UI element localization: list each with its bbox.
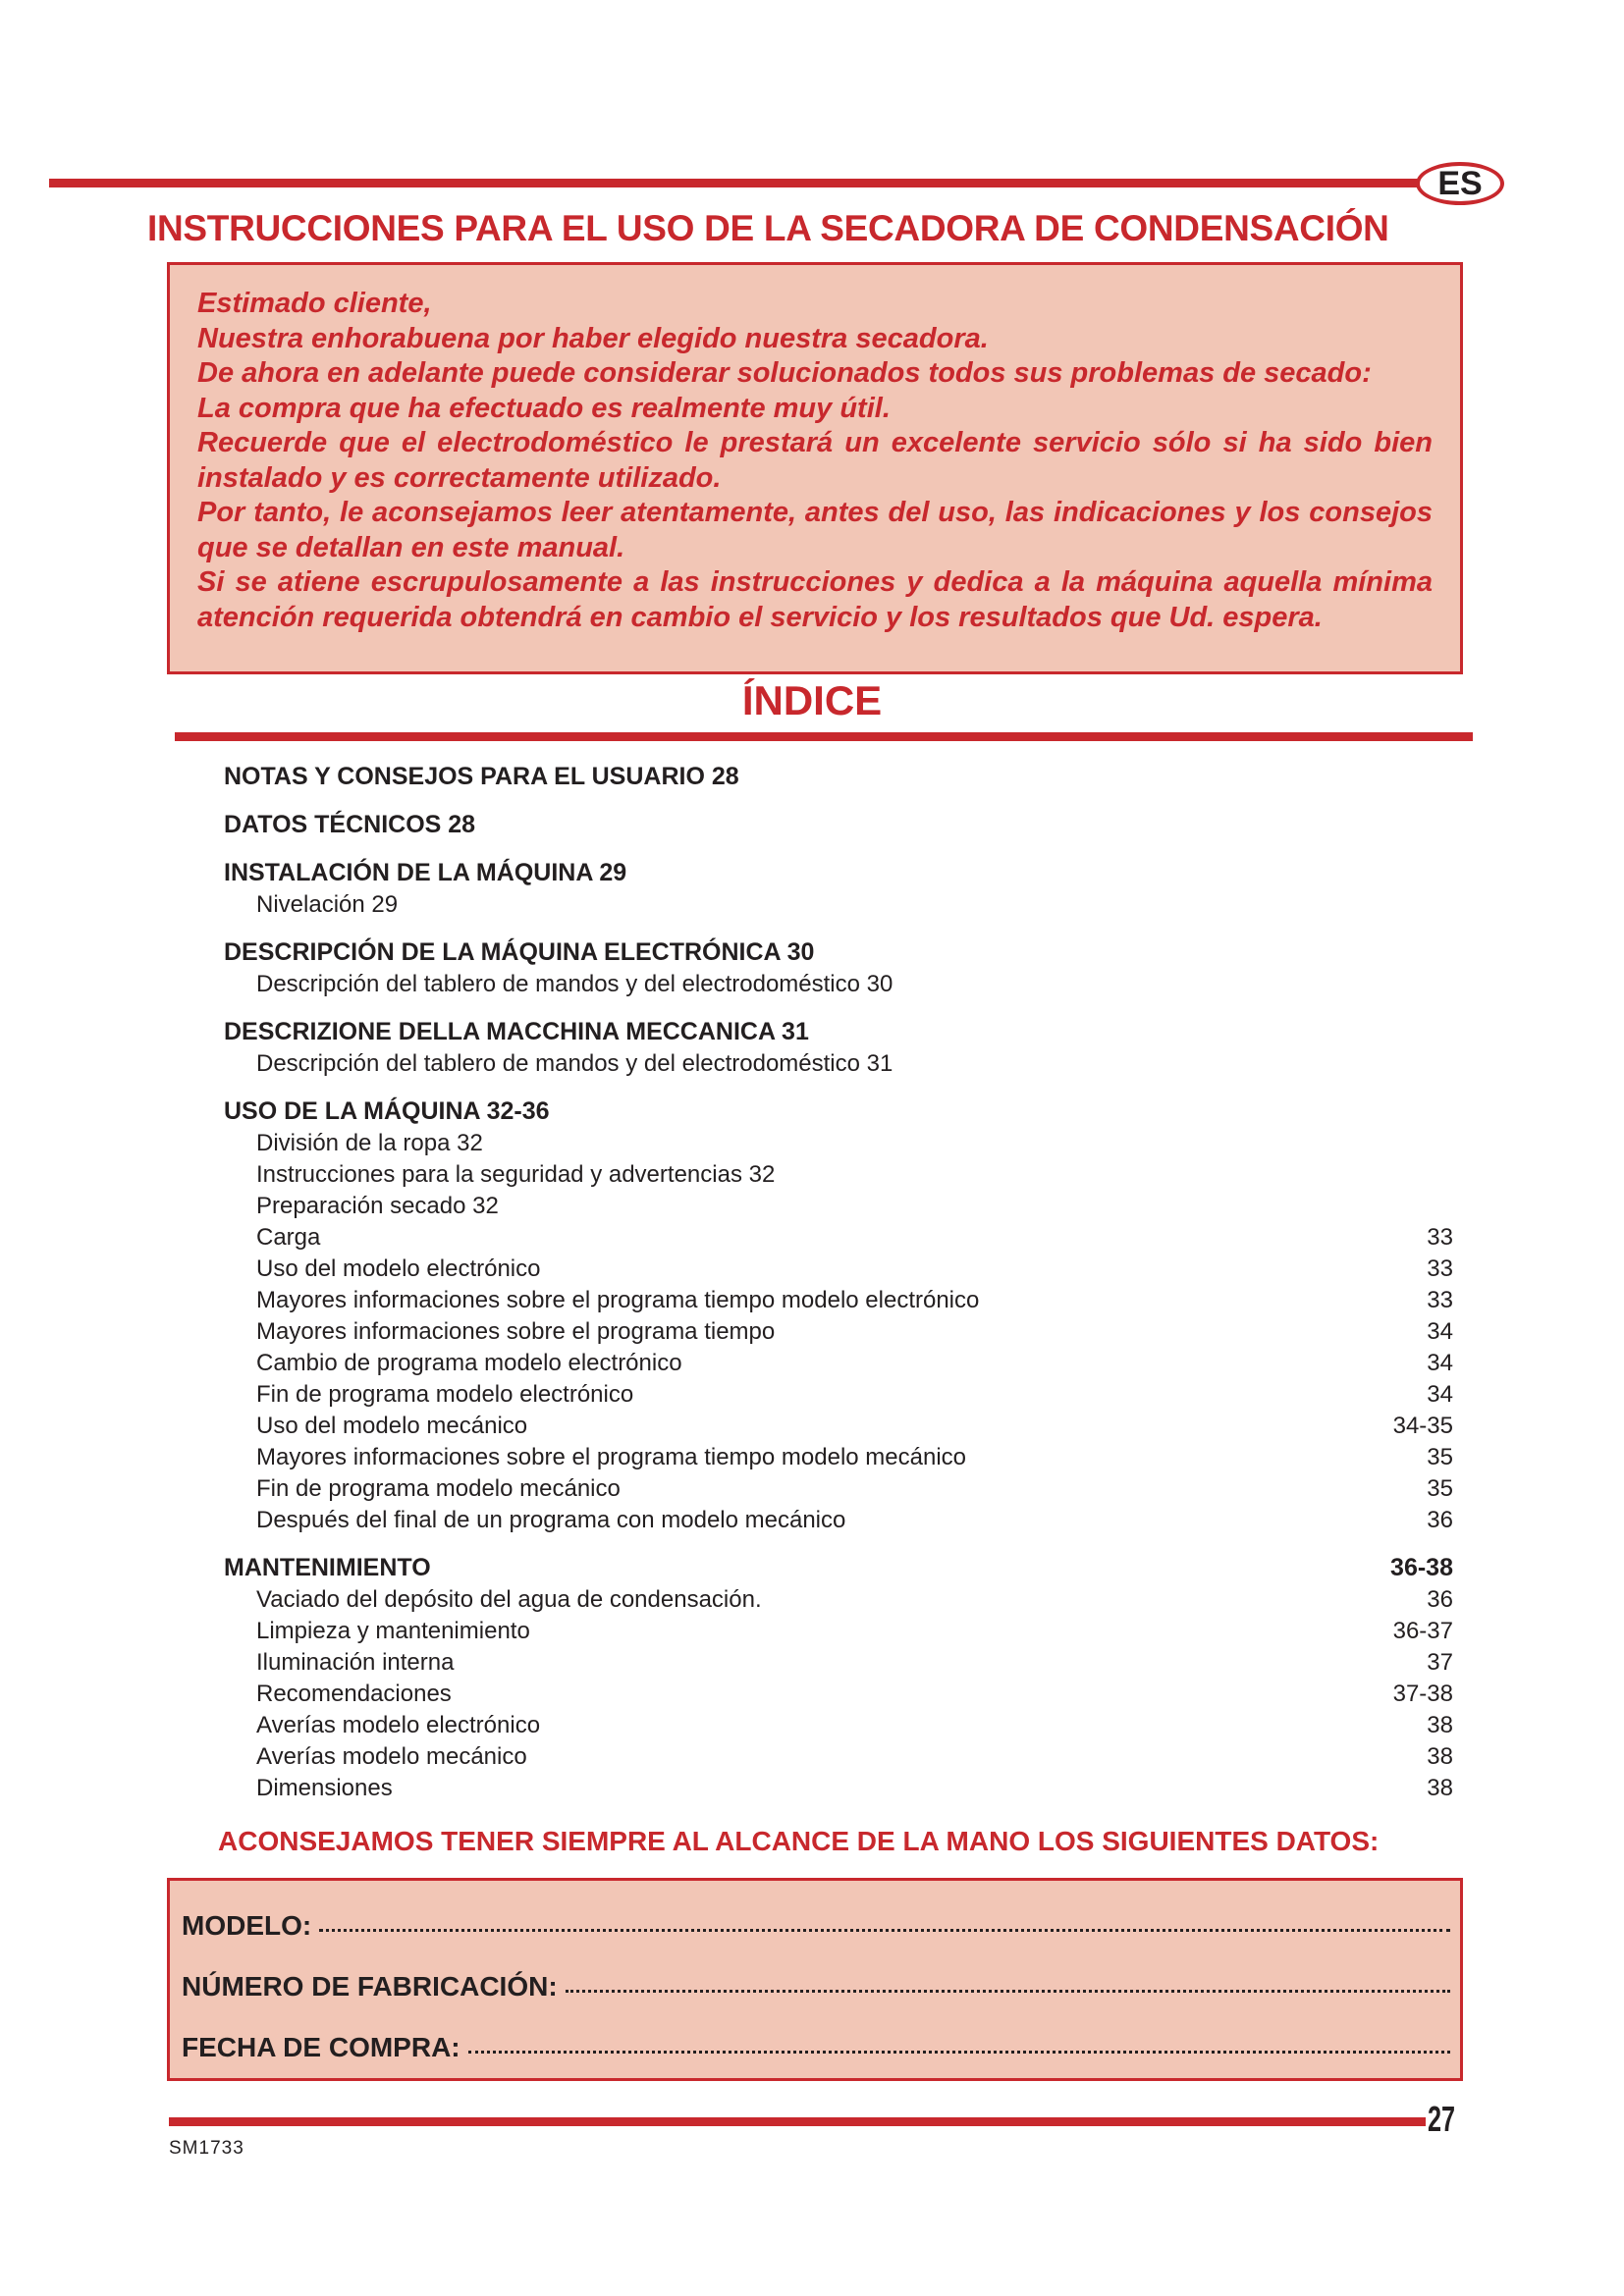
toc-item-label: Instrucciones para la seguridad y advertencias 32: [256, 1161, 776, 1188]
serial-dots: [566, 1990, 1450, 1993]
toc-item-page: 34-35: [1392, 1413, 1453, 1439]
page-number: 27: [1428, 2099, 1456, 2139]
toc-item-label: Uso del modelo mecánico: [256, 1413, 528, 1439]
toc-item[interactable]: [224, 1773, 1453, 1804]
date-label: FECHA DE COMPRA:: [182, 2032, 460, 2062]
intro-line: Por tanto, le aconsejamos leer atentamente, antes del uso, las indicaciones y los consejos que se detallan en este manual.: [197, 497, 1433, 563]
toc-item[interactable]: [224, 1584, 1453, 1616]
toc-section[interactable]: [224, 1095, 1453, 1128]
toc-section-title: INSTALACIÓN DE LA MÁQUINA 29: [224, 859, 627, 886]
toc-item-page: 37: [1427, 1649, 1453, 1676]
toc-item[interactable]: [224, 1679, 1453, 1710]
toc-item-page: 34: [1427, 1381, 1453, 1408]
toc-section-page: 36-38: [1390, 1554, 1453, 1581]
toc-item-label: Iluminación interna: [256, 1649, 455, 1676]
toc-item[interactable]: [224, 1379, 1453, 1411]
language-code: ES: [1437, 164, 1483, 202]
toc-item[interactable]: [224, 1285, 1453, 1316]
advice-heading: ACONSEJAMOS TENER SIEMPRE AL ALCANCE DE LA MANO LOS SIGUIENTES DATOS:: [218, 1826, 1380, 1856]
toc-section-title: USO DE LA MÁQUINA 32-36: [224, 1097, 550, 1125]
toc-item-label: Vaciado del depósito del agua de condensación.: [256, 1586, 762, 1613]
toc-item-label: Después del final de un programa con modelo mecánico: [256, 1507, 846, 1533]
toc-item-label: Preparación secado 32: [256, 1193, 499, 1219]
page-title: INSTRUCCIONES PARA EL USO DE LA SECADORA DE CONDENSACIÓN: [147, 208, 1389, 248]
toc-item[interactable]: [224, 1159, 1453, 1191]
toc-item[interactable]: [224, 1741, 1453, 1773]
serial-field[interactable]: [182, 1971, 1450, 2002]
toc-section[interactable]: [224, 936, 1453, 969]
toc-gap: [224, 793, 1453, 809]
toc-item-label: Descripción del tablero de mandos y del electrodoméstico 30: [256, 971, 893, 997]
toc-item-page: 34: [1427, 1318, 1453, 1345]
toc-gap: [224, 1536, 1453, 1552]
data-box: [167, 1878, 1463, 2081]
toc-item-label: Limpieza y mantenimiento: [256, 1618, 530, 1644]
toc-item-label: Dimensiones: [256, 1775, 393, 1801]
toc-item-page: 38: [1427, 1743, 1453, 1770]
toc-item[interactable]: [224, 1710, 1453, 1741]
toc-item-page: 36: [1427, 1507, 1453, 1533]
toc-section-title: NOTAS Y CONSEJOS PARA EL USUARIO 28: [224, 763, 739, 790]
toc-item-page: 35: [1427, 1444, 1453, 1470]
date-field[interactable]: [182, 2032, 1450, 2063]
toc-item[interactable]: [224, 1616, 1453, 1647]
toc-section-title: DATOS TÉCNICOS 28: [224, 811, 476, 838]
toc-item-page: 36-37: [1392, 1618, 1453, 1644]
toc-item-label: Mayores informaciones sobre el programa tiempo: [256, 1318, 776, 1345]
toc-item-page: 38: [1427, 1775, 1453, 1801]
toc-gap: [224, 921, 1453, 936]
toc-section[interactable]: [224, 1552, 1453, 1584]
toc-item-label: Averías modelo electrónico: [256, 1712, 541, 1738]
toc-item-page: 33: [1427, 1255, 1453, 1282]
toc-item-page: 33: [1427, 1224, 1453, 1251]
toc-item-label: Cambio de programa modelo electrónico: [256, 1350, 682, 1376]
header-rule: [49, 179, 1418, 187]
toc-item[interactable]: [224, 1316, 1453, 1348]
toc-item-label: Recomendaciones: [256, 1681, 452, 1707]
intro-line: Si se atiene escrupulosamente a las instrucciones y dedica a la máquina aquella mínima atención requerida obtendrá en cambio el servicio y los resultados que Ud. espera.: [197, 566, 1433, 633]
toc-gap: [224, 1000, 1453, 1016]
toc-gap: [224, 1080, 1453, 1095]
toc-item-label: Carga: [256, 1224, 321, 1251]
toc-section-title: DESCRIZIONE DELLA MACCHINA MECCANICA 31: [224, 1018, 809, 1045]
intro-box: [167, 262, 1463, 674]
footer-rule: [169, 2117, 1426, 2126]
index-rule: [175, 732, 1473, 741]
toc-gap: [224, 841, 1453, 857]
toc-item[interactable]: [224, 969, 1453, 1000]
intro-text: [197, 287, 1433, 635]
toc-item[interactable]: [224, 1222, 1453, 1254]
toc-item[interactable]: [224, 1473, 1453, 1505]
toc-section-title: DESCRIPCIÓN DE LA MÁQUINA ELECTRÓNICA 30: [224, 938, 815, 966]
intro-line: De ahora en adelante puede considerar solucionados todos sus problemas de secado:: [197, 357, 1372, 389]
toc-item[interactable]: [224, 1191, 1453, 1222]
date-dots: [468, 2051, 1450, 2054]
toc-section-title: MANTENIMIENTO: [224, 1554, 431, 1581]
toc-item-label: Descripción del tablero de mandos y del electrodoméstico 31: [256, 1050, 893, 1077]
toc-item[interactable]: [224, 1442, 1453, 1473]
table-of-contents: [224, 761, 1453, 1804]
toc-item-label: Mayores informaciones sobre el programa tiempo modelo electrónico: [256, 1287, 980, 1313]
toc-item[interactable]: [224, 1048, 1453, 1080]
model-dots: [319, 1929, 1450, 1932]
intro-line: Nuestra enhorabuena por haber elegido nuestra secadora.: [197, 322, 989, 354]
toc-item-label: División de la ropa 32: [256, 1130, 483, 1156]
index-title: ÍNDICE: [741, 677, 883, 723]
toc-item[interactable]: [224, 889, 1453, 921]
document-code: SM1733: [169, 2138, 244, 2159]
intro-line: Recuerde que el electrodoméstico le prestará un excelente servicio sólo si ha sido bien instalado y es correctamente utilizado.: [197, 427, 1433, 494]
toc-item[interactable]: [224, 1505, 1453, 1536]
toc-item-label: Averías modelo mecánico: [256, 1743, 527, 1770]
toc-item[interactable]: [224, 1647, 1453, 1679]
toc-item-page: 38: [1427, 1712, 1453, 1738]
toc-item-page: 37-38: [1392, 1681, 1453, 1707]
toc-section[interactable]: [224, 857, 1453, 889]
toc-item-label: Uso del modelo electrónico: [256, 1255, 541, 1282]
intro-line: Estimado cliente,: [197, 288, 432, 319]
toc-item[interactable]: [224, 1348, 1453, 1379]
toc-item-label: Fin de programa modelo electrónico: [256, 1381, 634, 1408]
toc-section[interactable]: [224, 809, 1453, 841]
model-field[interactable]: [182, 1910, 1450, 1942]
toc-item-page: 34: [1427, 1350, 1453, 1376]
toc-item[interactable]: [224, 1128, 1453, 1159]
toc-section[interactable]: [224, 1016, 1453, 1048]
serial-label: NÚMERO DE FABRICACIÓN:: [182, 1971, 558, 2002]
toc-item[interactable]: [224, 1254, 1453, 1285]
toc-item-label: Fin de programa modelo mecánico: [256, 1475, 621, 1502]
toc-item-label: Mayores informaciones sobre el programa tiempo modelo mecánico: [256, 1444, 966, 1470]
language-badge: [1416, 162, 1504, 205]
toc-item-page: 35: [1427, 1475, 1453, 1502]
toc-item-page: 33: [1427, 1287, 1453, 1313]
toc-item-label: Nivelación 29: [256, 891, 399, 918]
model-label: MODELO:: [182, 1910, 312, 1941]
intro-line: La compra que ha efectuado es realmente muy útil.: [197, 392, 891, 424]
toc-section[interactable]: [224, 761, 1453, 793]
toc-item-page: 36: [1427, 1586, 1453, 1613]
toc-item[interactable]: [224, 1411, 1453, 1442]
